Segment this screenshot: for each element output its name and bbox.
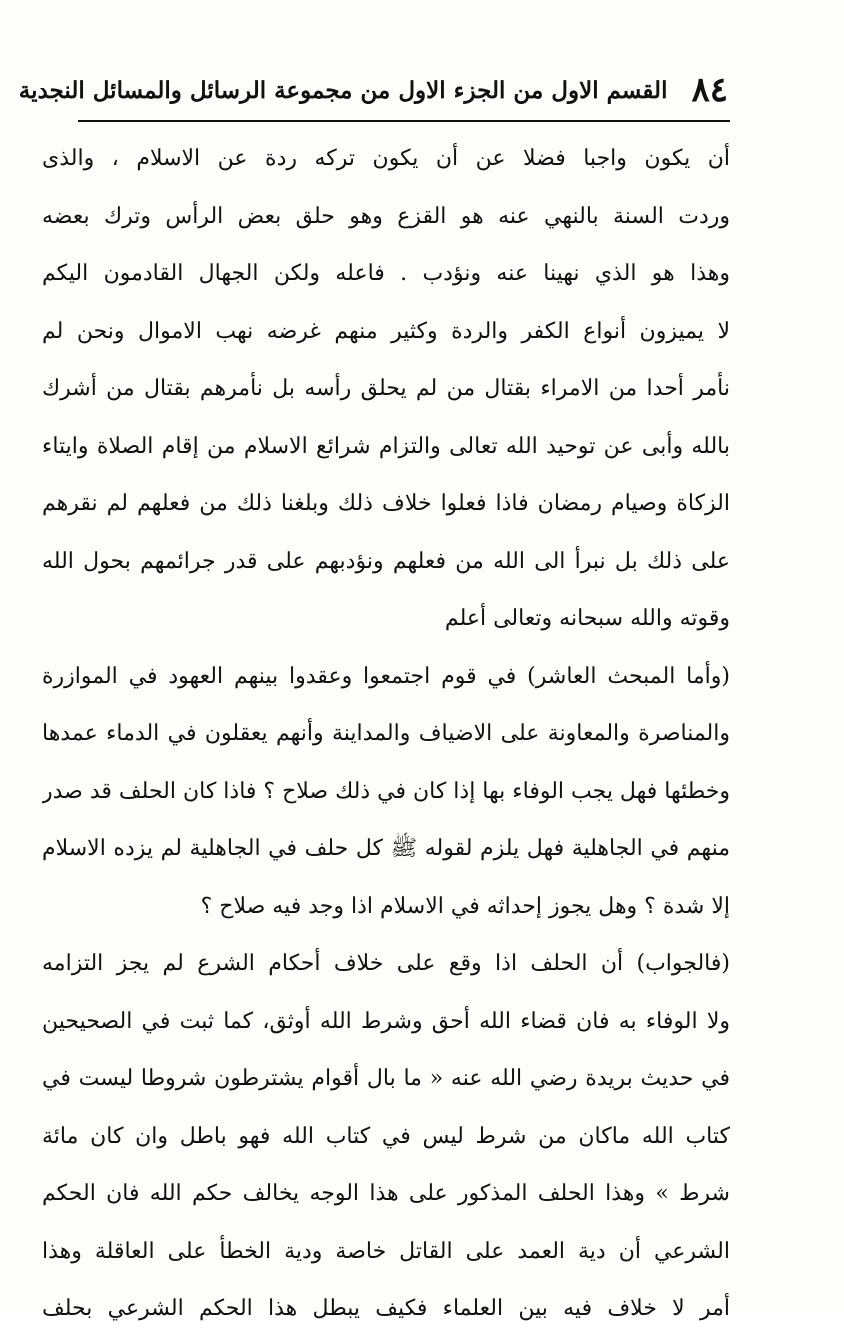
text-line: بالله وأبى عن توحيد الله تعالى والتزام شرائع الاسلام من إقام الصلاة وايتاء — [42, 433, 730, 459]
text-line: ولا الوفاء به فان قضاء الله أحق وشرط الله أوثق، كما ثبت في الصحيحين — [42, 1008, 730, 1034]
text-line: (فالجواب) أن الحلف اذا وقع على خلاف أحكام الشرع لم يجز التزامه — [42, 951, 730, 976]
text-line: لا يميزون أنواع الكفر والردة وكثير منهم غرضه نهب الاموال ونحن لم — [42, 318, 730, 344]
text-line: أن يكون واجبا فضلا عن أن يكون تركه ردة عن الاسلام ، والذى — [42, 146, 730, 171]
running-title: القسم الاول من الجزء الاول من مجموعة الرسائل والمسائل النجدية — [18, 76, 668, 104]
text-line: على ذلك بل نبرأ الى الله من فعلهم ونؤدبهم على قدر جرائمهم بحول الله — [42, 548, 730, 574]
page-header — [18, 62, 728, 118]
text-line: شرط » وهذا الحلف المذكور على هذا الوجه يخالف حكم الله فان الحكم — [42, 1181, 730, 1206]
text-line: وخطئها فهل يجب الوفاء بها إذا كان في ذلك صلاح ؟ فاذا كان الحلف قد صدر — [42, 778, 730, 804]
text-line: وهذا هو الذي نهينا عنه ونؤدب . فاعله ولكن الجهال القادمون اليكم — [42, 261, 730, 286]
text-line: أمر لا خلاف فيه بين العلماء فكيف يبطل هذا الحكم الشرعي بحلف — [42, 1296, 730, 1321]
text-line: والمناصرة والمعاونة على الاضياف والمداينة وأنهم يعقلون في الدماء عمدها — [42, 721, 730, 746]
text-line: منهم في الجاهلية فهل يلزم لقوله ﷺ كل حلف في الجاهلية لم يزده الاسلام — [42, 836, 730, 861]
text-line: (وأما المبحث العاشر) في قوم اجتمعوا وعقدوا بينهم العهود في الموازرة — [42, 663, 730, 689]
text-line: نأمر أحدا من الامراء بقتال من لم يحلق رأسه بل نأمرهم بقتال من أشرك — [42, 376, 730, 401]
text-line: وردت السنة بالنهي عنه هو القزع وهو حلق بعض الرأس وترك بعضه — [42, 203, 730, 229]
text-line: وقوته والله سبحانه وتعالى أعلم — [444, 606, 730, 631]
header-divider — [78, 120, 730, 122]
text-line: إلا شدة ؟ وهل يجوز إحداثه في الاسلام اذا وجد فيه صلاح ؟ — [200, 893, 730, 919]
text-line: الشرعي أن دية العمد على القاتل خاصة ودية الخطأ على العاقلة وهذا — [42, 1238, 730, 1264]
text-line: كتاب الله ماكان من شرط ليس في كتاب الله فهو باطل وان كان مائة — [42, 1123, 730, 1149]
text-line: في حديث بريدة رضي الله عنه « ما بال أقوام يشترطون شروطا ليست في — [42, 1066, 730, 1091]
page-number: ٨٤ — [691, 70, 728, 110]
text-line: الزكاة وصيام رمضان فاذا فعلوا خلاف ذلك وبلغنا ذلك من فعلهم لم نقرهم — [42, 491, 730, 516]
body-text — [42, 130, 730, 1338]
